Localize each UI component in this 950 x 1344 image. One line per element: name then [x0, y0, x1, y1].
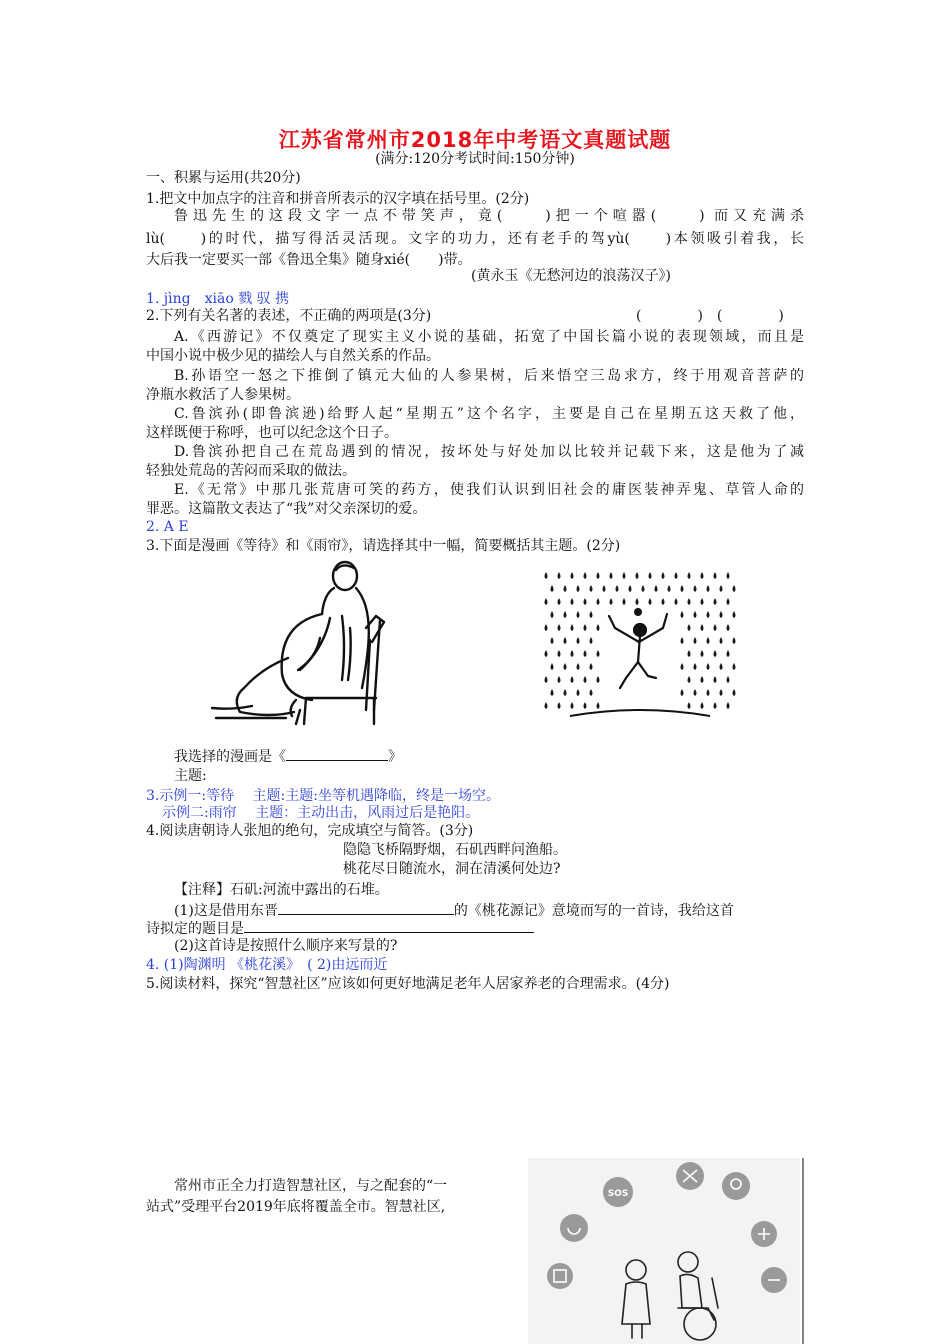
rain-drop	[662, 598, 665, 605]
rain-drop	[714, 676, 717, 683]
rain-drop	[571, 702, 574, 709]
rain-drop	[558, 572, 561, 579]
rain-drop	[720, 689, 723, 696]
rain-drop	[720, 663, 723, 670]
rain-drop	[590, 611, 593, 618]
rain-drop	[720, 611, 723, 618]
rain-drop	[558, 650, 561, 657]
rain-drop	[551, 585, 554, 592]
rain-drop	[564, 689, 567, 696]
q3-stem: 3.下面是漫画《等待》和《雨帘》，请选择其中一幅，简要概括其主题。(2分)	[146, 538, 621, 554]
rain-drop	[681, 611, 684, 618]
rain-drop	[558, 702, 561, 709]
rain-drop	[662, 572, 665, 579]
q4-sub1-suffix: 的《桃花源记》意境而写的一首诗，我给这首	[453, 903, 734, 919]
rain-drop	[545, 598, 548, 605]
rain-drop	[701, 650, 704, 657]
rain-drop	[636, 598, 639, 605]
rain-drop	[558, 676, 561, 683]
rain-drop	[733, 637, 736, 644]
rain-drop	[727, 676, 730, 683]
q2-option-c-1: C.鲁滨孙(即鲁滨逊)给野人起“星期五”这个名字，主要是自己在星期五这天救了他，	[174, 406, 804, 422]
rain-drop	[564, 663, 567, 670]
rain-drop	[551, 663, 554, 670]
q4-poem-line-1: 隐隐飞桥隔野烟，石矶西畔问渔船。	[343, 842, 567, 858]
rain-drop	[545, 650, 548, 657]
rain-drop	[577, 585, 580, 592]
rain-drop	[714, 702, 717, 709]
rain-drop	[681, 637, 684, 644]
rain-drop	[733, 611, 736, 618]
rain-drop	[694, 637, 697, 644]
rain-drop	[701, 598, 704, 605]
rain-drop	[597, 676, 600, 683]
q5-stem: 5.阅读材料，探究“智慧社区”应该如何更好地满足老年人居家养老的合理需求。(4分)	[146, 976, 670, 992]
rain-drop	[720, 585, 723, 592]
q2-answer: 2. A E	[146, 519, 189, 535]
rain-drop	[707, 689, 710, 696]
rain-drop	[584, 650, 587, 657]
rain-drop	[584, 702, 587, 709]
rain-drop	[733, 663, 736, 670]
rain-drop	[688, 650, 691, 657]
q3-theme-label: 主题:	[174, 768, 207, 784]
rain-drop	[707, 585, 710, 592]
cartoon-rain-curtain-illustration	[540, 566, 740, 726]
q3-choice-blank[interactable]	[286, 746, 388, 761]
q1-source: (黄永玉《无愁河边的浪荡汉子》)	[471, 268, 671, 284]
rain-drop	[564, 637, 567, 644]
rain-drop	[720, 637, 723, 644]
rain-drop	[688, 624, 691, 631]
cartoon-waiting-illustration	[210, 558, 398, 730]
q5-material-line-2: 站式”受理平台2019年底将覆盖全市。智慧社区,	[146, 1199, 446, 1215]
rain-drop	[694, 585, 697, 592]
rain-drop	[701, 572, 704, 579]
q2-option-e-2: 罪恶。这篇散文表达了“我”对父亲深切的爱。	[146, 501, 427, 517]
q3-choice-line	[174, 746, 402, 767]
rain-drop	[675, 572, 678, 579]
rain-drop	[571, 572, 574, 579]
rain-drop	[571, 624, 574, 631]
rain-drop	[577, 689, 580, 696]
rain-drop	[590, 637, 593, 644]
rain-drop	[727, 598, 730, 605]
rain-drop	[668, 585, 671, 592]
q3-choice-close: 》	[388, 749, 402, 765]
q4-poem-line-2: 桃花尽日随流水，洞在清溪何处边?	[343, 861, 561, 877]
rain-drop	[681, 663, 684, 670]
rain-drop	[623, 598, 626, 605]
rain-drop	[564, 585, 567, 592]
rain-drop	[597, 624, 600, 631]
rain-drop	[675, 598, 678, 605]
smart-community-illustration	[528, 1158, 808, 1344]
rain-drop	[714, 598, 717, 605]
rain-drop	[649, 572, 652, 579]
rain-drop	[714, 572, 717, 579]
q2-option-d-2: 轻独处荒岛的苦闷而采取的做法。	[146, 463, 356, 479]
rain-drop	[610, 598, 613, 605]
q2-option-b-1: B.孙语空一怒之下推倒了镇元大仙的人参果树，后来悟空三岛求方，终于用观音菩萨的	[174, 368, 804, 384]
rain-drop	[655, 585, 658, 592]
rain-drop	[733, 585, 736, 592]
q1-line-3: 大后我一定要买一部《鲁迅全集》随身xié( )带。	[146, 252, 472, 268]
q2-option-e-1: E.《无常》中那几张荒唐可笑的药方，使我们认识到旧社会的庸医装神弄鬼、草管人命的	[174, 482, 804, 498]
q2-answer-brackets: ( ) ( )	[636, 308, 784, 324]
rain-drop	[571, 676, 574, 683]
rain-drop	[616, 585, 619, 592]
q2-stem: 2.下列有关名著的表述，不正确的两项是(3分)	[146, 308, 432, 324]
q2-option-b-2: 净瓶水救活了人参果树。	[146, 387, 300, 403]
rain-drop	[642, 585, 645, 592]
rain-drop	[629, 585, 632, 592]
q1-line-1: 鲁迅先生的这段文字一点不带笑声，竟( )把一个喧嚣( ) 而又充满杀	[174, 208, 804, 224]
q1-stem: 1.把文中加点字的注音和拼音所表示的汉字填在括号里。(2分)	[146, 191, 530, 207]
q4-note: 【注释】石矶:河流中露出的石堆。	[174, 882, 389, 898]
rain-drop	[577, 663, 580, 670]
rain-drop	[701, 676, 704, 683]
rain-drop	[727, 572, 730, 579]
rain-drop	[597, 598, 600, 605]
rain-drop	[590, 585, 593, 592]
rain-drop	[623, 572, 626, 579]
rain-drop	[727, 624, 730, 631]
rain-drop	[571, 598, 574, 605]
rain-drop	[584, 676, 587, 683]
q1-answer: 1. jìng xiāo 戮 驭 携	[146, 291, 290, 307]
rain-drop	[597, 650, 600, 657]
rain-drop	[681, 689, 684, 696]
rain-drop	[688, 598, 691, 605]
rain-drop	[707, 611, 710, 618]
q5-material-line-1: 常州市正全力打造智慧社区，与之配套的“一	[174, 1178, 448, 1194]
rain-drop	[590, 689, 593, 696]
q4-title-blank[interactable]	[244, 918, 534, 933]
rain-drop	[714, 624, 717, 631]
rain-drop	[649, 598, 652, 605]
rain-drop	[545, 624, 548, 631]
rain-drop	[597, 702, 600, 709]
rain-drop	[694, 663, 697, 670]
q2-option-a-2: 中国小说中极少见的描绘人与自然关系的作品。	[146, 348, 440, 364]
rain-drop	[564, 611, 567, 618]
rain-drop	[694, 689, 697, 696]
rain-drop	[701, 624, 704, 631]
q4-title-prefix: 诗拟定的题目是	[146, 921, 244, 937]
q2-option-c-2: 这样既便于称呼，也可以纪念这个日子。	[146, 425, 398, 441]
q3-answer-2: 示例二:雨帘 主题：主动出击，风雨过后是艳阳。	[162, 805, 480, 821]
rain-drop	[545, 572, 548, 579]
rain-drop	[545, 676, 548, 683]
rain-drop	[551, 689, 554, 696]
q2-option-d-1: D.鲁滨孙把自己在荒岛遇到的情况，按坏处与好处加以比较并记载下来，这是他为了减	[174, 444, 804, 460]
rain-drop	[733, 689, 736, 696]
section-heading: 一、积累与运用(共20分)	[146, 170, 301, 186]
rain-drop	[584, 624, 587, 631]
rain-drop	[681, 585, 684, 592]
q2-option-a-1: A.《西游记》不仅奠定了现实主义小说的基础，拓宽了中国长篇小说的表现领域，而且是	[174, 329, 804, 345]
rain-drop	[727, 702, 730, 709]
rain-drop	[590, 663, 593, 670]
rain-drop	[597, 572, 600, 579]
rain-drop	[558, 598, 561, 605]
rain-drop	[584, 572, 587, 579]
rain-drop	[558, 624, 561, 631]
q4-author-blank[interactable]	[278, 900, 454, 915]
rain-drop	[688, 702, 691, 709]
rain-drop	[701, 702, 704, 709]
page-subtitle: (满分:120分考试时间:150分钟)	[375, 151, 575, 167]
page-title: 江苏省常州市2018年中考语文真题试题	[278, 128, 672, 152]
q4-answer: 4. (1)陶渊明 《桃花溪》 ( 2)由远而近	[146, 957, 388, 973]
rain-drop	[551, 637, 554, 644]
rain-drop	[714, 650, 717, 657]
rain-drop	[688, 572, 691, 579]
q1-line-2: lù( )的时代，描写得活灵活现。文字的功力，还有老手的驾yù( )本领吸引着我，长	[146, 231, 804, 247]
rain-drop	[727, 650, 730, 657]
rain-drop	[571, 650, 574, 657]
rain-drop	[707, 637, 710, 644]
rain-drop	[636, 572, 639, 579]
rain-drop	[545, 702, 548, 709]
q4-stem: 4.阅读唐朝诗人张旭的绝句，完成填空与简答。(3分)	[146, 823, 474, 839]
rain-drop	[610, 572, 613, 579]
rain-drop	[688, 676, 691, 683]
q3-choice-label: 我选择的漫画是《	[174, 749, 286, 765]
q3-answer-1: 3.示例一:等待 主题:主题:坐等机遇降临，终是一场空。	[146, 788, 500, 804]
rain-drop	[694, 611, 697, 618]
rain-drop	[584, 598, 587, 605]
rain-drop	[603, 585, 606, 592]
rain-drop	[577, 611, 580, 618]
rain-drop	[577, 637, 580, 644]
rain-drop	[707, 663, 710, 670]
sos-icon: SOS	[607, 1189, 629, 1199]
rain-drop	[551, 611, 554, 618]
q4-sub2: (2)这首诗是按照什么顺序来写景的?	[174, 938, 398, 954]
q4-sub1-prefix: (1)这是借用东晋	[174, 903, 278, 919]
